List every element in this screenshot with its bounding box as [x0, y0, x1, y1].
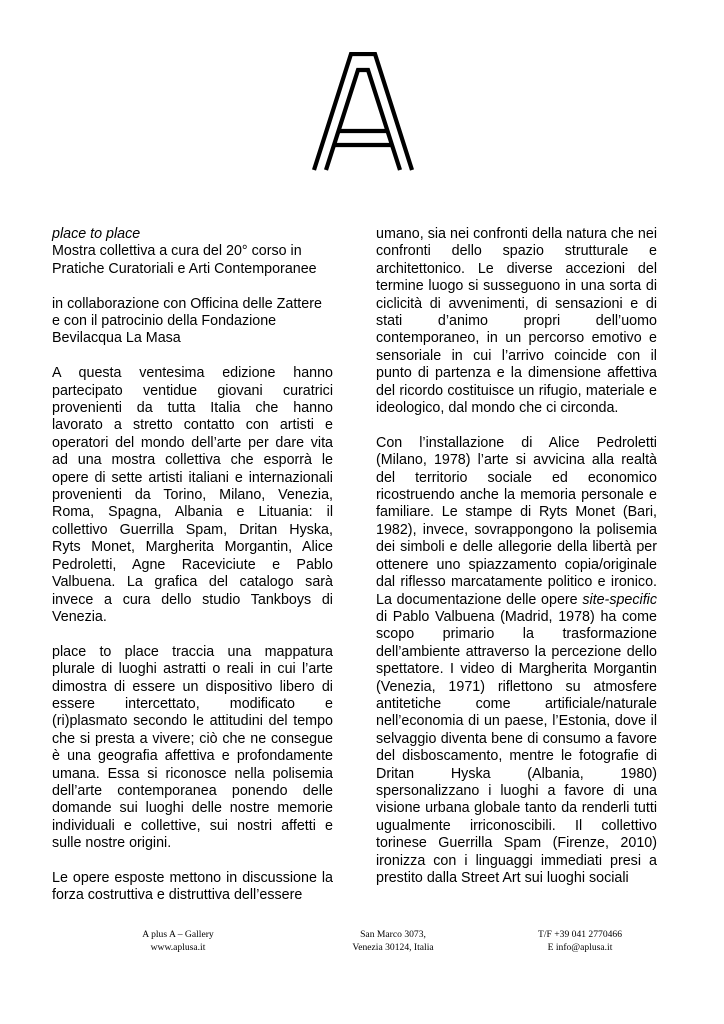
right-column	[376, 226, 657, 905]
collaboration-line-3: Bevilacqua La Masa	[52, 330, 181, 347]
subtitle-line-1: Mostra collettiva a cura del 20° corso in	[52, 243, 302, 260]
right-paragraph-1: umano, sia nei confronti della natura che nei confronti dello spazio strutturale e architettonico. Le diverse accezioni del termine luogo si susseguono in una sorta di ciclicità di avvenimenti, di sensazioni e di stati d’animo propri dell’uomo contemporaneo, in un percorso emotivo e sensoriale in cui l’arrivo coincide con il punto di partenza e la dimensione affettiva del ricordo costituisce un rifugio, materiale e ideologico, dal mondo che ci circonda.	[376, 226, 657, 417]
right-paragraph-2-end: di Pablo Valbuena (Madrid, 1978) ha come scopo primario la trasformazione dell’ambiente attraverso la percezione dello spettatore. I video di Margherita Morgantin (Venezia, 1971) riflettono su atmosfere antitetiche come artificiale/naturale nell’economia di un paese, l’Estonia, dove il selvaggio diventa bene di consumo a favore del disboscamento, mentre le fotografie di Dritan Hyska (Albania, 1980) spersonalizzano i luoghi a favore di una visione urbana globale tanto da renderli tutti ugualmente irriconoscibili. Il collettivo torinese Guerrilla Spam (Firenze, 2010) ironizza con i linguaggi immediati presi a prestito dalla Street Art sui luoghi sociali	[376, 608, 657, 887]
collaboration-line-2: e con il patrocinio della Fondazione	[52, 313, 277, 330]
site-specific-term: site-specific	[582, 591, 657, 608]
right-paragraph-2-start: Con l’installazione di Alice Pedroletti (Milano, 1978) l’arte si avvicina alla realtà del territorio sociale ed economico ricostruendo anche la memoria personale e familiare. Le stampe di Ryts Monet (Bari, 1982), invece, sovrappongono la polisemia dei simboli e delle allegorie della libertà per ottenere uno spiazzamento copia/originale dal riflesso marcatamente politico e ironico. La documentazione delle opere	[376, 434, 657, 608]
left-paragraph-3: Le opere esposte mettono in discussione la forza costruttiva e distruttiva dell’essere	[52, 869, 333, 904]
left-paragraph-1: A questa ventesima edizione hanno partecipato ventidue giovani curatrici provenienti da tutta Italia che hanno lavorato a stretto contatto con artisti e operatori del mondo dell’arte per dare vita ad una mostra collettiva che esporrà le opere di sette artisti italiani e internazionali provenienti da Torino, Milano, Venezia, Roma, Spagna, Albania e Lituania: il collettivo Guerrilla Spam, Dritan Hyska, Ryts Monet, Margherita Morgantin, Alice Pedroletti, Agne Raceviciute e Pablo Valbuena. La grafica del catalogo sarà invece a cura dello studio Tankboys di Venezia.	[52, 365, 333, 625]
subtitle-line-2: Pratiche Curatoriali e Arti Contemporanee	[52, 260, 317, 277]
footer-contacts	[510, 929, 650, 954]
exhibition-title: place to place	[52, 226, 141, 242]
logo-a-glyph	[312, 52, 414, 172]
footer-address-line-2: Venezia 30124, Italia	[352, 941, 434, 953]
collaboration-block	[52, 296, 333, 348]
left-paragraph-2: place to place traccia una mappatura plurale di luoghi astratti o reali in cui l’arte dimostra di essere un dispositivo libero di essere intercettato, modificato e (ri)plasmato secondo le attitudini del tempo che si presta a vivere; ciò che ne consegue è una geografia affettiva e profondamente umana. Essa si riconosce nella polisemia dell’arte contemporanea ponendo delle domande sui luoghi delle nostre memorie individuali e collettive, sui nostri affetti e sulle nostre origini.	[52, 643, 333, 852]
footer-gallery-web[interactable]: www.aplusa.it	[150, 941, 206, 953]
footer-gallery	[118, 929, 238, 954]
collaboration-line-1: in collaborazione con Officina delle Zattere	[52, 295, 322, 312]
footer-address	[318, 929, 468, 954]
left-column	[52, 226, 333, 922]
footer-phone: T/F +39 041 2770466	[537, 929, 623, 940]
aplusa-logo	[312, 52, 414, 172]
right-paragraph-2	[376, 435, 657, 888]
intro-block	[52, 226, 333, 278]
footer-gallery-name: A plus A – Gallery	[142, 929, 214, 940]
footer-email[interactable]: E info@aplusa.it	[547, 941, 613, 953]
footer-address-line-1: San Marco 3073,	[360, 929, 426, 940]
